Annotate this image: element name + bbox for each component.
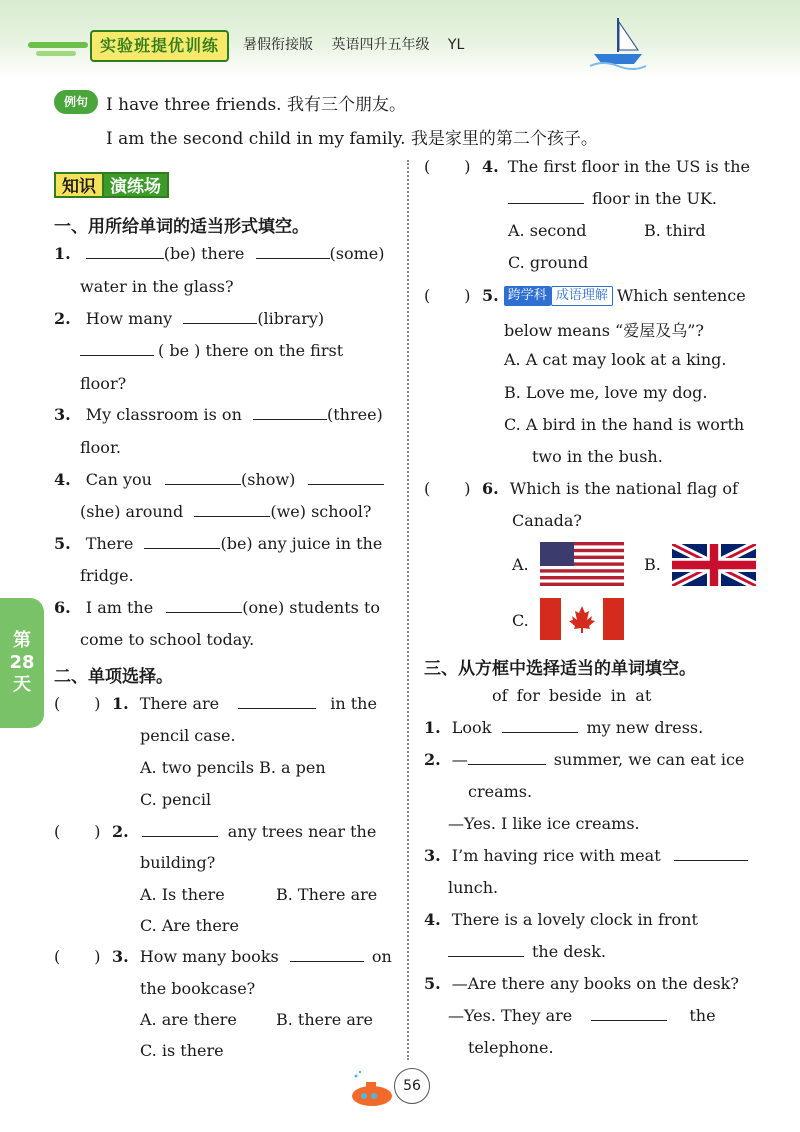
part1-q1-line2: water in the glass?: [80, 277, 234, 296]
part2-q5-option-a: A. A cat may look at a king.: [504, 350, 727, 369]
answer-paren[interactable]: ( ): [424, 479, 471, 498]
day-tab: [0, 598, 44, 728]
question-text: —Yes. They are: [448, 1006, 573, 1025]
part3-q5-line1: [424, 974, 739, 993]
part3-q5-line3: telephone.: [468, 1038, 554, 1057]
question-number: 6.: [482, 479, 499, 498]
question-text: The first floor in the US is the: [507, 157, 750, 176]
part2-q4-option-b: B. third: [644, 221, 706, 240]
part1-q2-line2: [80, 341, 343, 360]
part2-q2-line1: [54, 822, 376, 841]
question-text: There are: [139, 694, 220, 713]
day-tab-number: 28: [9, 652, 35, 673]
example-badge: 例句: [54, 90, 98, 114]
question-text: Which is the national flag of: [509, 479, 738, 498]
answer-blank[interactable]: [253, 405, 327, 420]
part2-q1-options: A. two pencils B. a pen: [140, 758, 326, 777]
section-tag-part1: 知识: [54, 172, 102, 198]
idiom-tag: 成语理解: [551, 286, 613, 306]
answer-paren[interactable]: ( ): [424, 286, 471, 305]
header-subtitle: [243, 34, 478, 54]
part2-q3-line1: [54, 947, 392, 966]
answer-blank[interactable]: [468, 750, 546, 765]
question-text: Look: [451, 718, 492, 737]
part3-q2-line3: —Yes. I like ice creams.: [448, 814, 640, 833]
answer-paren[interactable]: ( ): [54, 694, 101, 713]
answer-paren[interactable]: ( ): [424, 157, 471, 176]
question-text: My classroom is on: [85, 405, 242, 424]
flag-option-c-label: C.: [512, 611, 529, 630]
question-text: I’m having rice with meat: [451, 846, 661, 865]
question-text: summer, we can eat ice: [553, 750, 745, 769]
part2-q5-option-c: C. A bird in the hand is worth: [504, 415, 745, 434]
answer-blank[interactable]: [144, 534, 220, 549]
question-text: any trees near the: [227, 822, 377, 841]
day-tab-text: 第: [13, 630, 31, 651]
part2-q4-line2: [508, 189, 717, 208]
brand-logo: 实验班提优训练: [90, 30, 229, 62]
answer-paren[interactable]: ( ): [54, 822, 101, 841]
part2-q3-option-a: A. are there: [140, 1010, 237, 1029]
part2-heading: 二、单项选择。: [54, 667, 173, 687]
answer-blank[interactable]: [448, 942, 524, 957]
question-text: There is a lovely clock in front: [451, 910, 698, 929]
canada-flag-icon[interactable]: [540, 598, 624, 640]
question-text: on: [371, 947, 392, 966]
question-number: 5.: [54, 534, 71, 553]
part2-q4-option-a: A. second: [508, 221, 587, 240]
answer-blank[interactable]: [238, 694, 316, 709]
answer-blank[interactable]: [166, 598, 242, 613]
part1-q2-line1: [54, 309, 324, 328]
question-text: ( be ) there on the first: [158, 341, 344, 360]
part2-q5-line2: below means “爱屋及乌”?: [504, 321, 704, 340]
brand-stripe: [28, 42, 88, 48]
question-number: 4.: [424, 910, 441, 929]
part3-q2-line2: creams.: [468, 782, 533, 801]
question-text: —: [451, 750, 468, 769]
part2-q4-line1: [424, 157, 750, 176]
question-text: (we) school?: [270, 502, 372, 521]
brand-stripe: [36, 51, 76, 56]
question-number: 3.: [424, 846, 441, 865]
question-text: (three): [326, 405, 383, 424]
part3-q3-line2: lunch.: [448, 878, 499, 897]
part2-q5-option-c-cont: two in the bush.: [532, 447, 663, 466]
sailboat-icon: [588, 14, 648, 70]
part2-q2-option-c: C. Are there: [140, 916, 239, 935]
part2-q1-option-c: C. pencil: [140, 790, 212, 809]
part1-q5-line2: fridge.: [80, 566, 134, 585]
header: [28, 28, 588, 62]
answer-blank[interactable]: [142, 822, 218, 837]
part3-q4-line1: [424, 910, 698, 929]
question-number: 3.: [112, 947, 129, 966]
part1-q1-line1: [54, 244, 384, 263]
question-text: I am the: [85, 598, 154, 617]
answer-blank[interactable]: [290, 947, 364, 962]
part2-q3-line2: the bookcase?: [140, 979, 256, 998]
part3-q4-line2: [448, 942, 606, 961]
question-text: (show): [241, 470, 296, 489]
answer-blank[interactable]: [86, 244, 164, 259]
part2-q2-option-a: A. Is there: [140, 885, 225, 904]
edition-label: 暑假衔接版: [243, 37, 313, 53]
question-text: the: [689, 1006, 716, 1025]
question-number: 1.: [424, 718, 441, 737]
flag-option-b-label: B.: [644, 555, 661, 574]
question-number: 1.: [54, 244, 71, 263]
answer-blank[interactable]: [165, 470, 241, 485]
answer-blank[interactable]: [256, 244, 330, 259]
part2-q2-option-b: B. There are: [276, 885, 378, 904]
part2-q6-line2: Canada?: [512, 511, 582, 530]
part1-heading: 一、用所给单词的适当形式填空。: [54, 217, 309, 237]
question-text: (library): [257, 309, 325, 328]
question-number: 4.: [482, 157, 499, 176]
part2-q4-option-c: C. ground: [508, 253, 589, 272]
question-text: (she) around: [80, 502, 184, 521]
question-number: 1.: [112, 694, 129, 713]
flag-option-a-label: A.: [512, 555, 529, 574]
uk-flag-icon[interactable]: [672, 544, 756, 586]
question-number: 6.: [54, 598, 71, 617]
column-divider: [407, 160, 409, 1060]
part3-q3-line1: [424, 846, 748, 865]
question-number: 5.: [424, 974, 441, 993]
part3-heading: 三、从方框中选择适当的单词填空。: [424, 659, 696, 679]
subject-label: 英语四升五年级: [331, 37, 430, 53]
question-number: 2.: [112, 822, 129, 841]
us-flag-icon[interactable]: [540, 542, 624, 586]
part2-q1-line2: pencil case.: [140, 726, 236, 745]
answer-blank[interactable]: [674, 846, 748, 861]
question-text: (one) students to: [242, 598, 381, 617]
question-text: (be) there: [163, 244, 245, 263]
question-number: 3.: [54, 405, 71, 424]
answer-blank[interactable]: [308, 470, 384, 485]
part2-q5-option-b: B. Love me, love my dog.: [504, 383, 708, 402]
word-box: of for beside in at: [492, 686, 652, 705]
section-tag-part2: 演练场: [102, 172, 169, 198]
answer-blank[interactable]: [591, 1006, 667, 1021]
part2-q1-line1: [54, 694, 377, 713]
question-text: the desk.: [532, 942, 606, 961]
question-number: 5.: [482, 286, 499, 305]
part2-q2-line2: building?: [140, 853, 216, 872]
question-text: How many books: [139, 947, 279, 966]
question-text: There: [85, 534, 134, 553]
answer-blank[interactable]: [194, 502, 270, 517]
answer-blank[interactable]: [508, 189, 584, 204]
question-text: (some): [329, 244, 385, 263]
question-number: 2.: [424, 750, 441, 769]
answer-blank[interactable]: [502, 718, 578, 733]
question-number: 2.: [54, 309, 71, 328]
example-line-2: I am the second child in my family. 我是家里的第二个孩子。: [106, 129, 598, 149]
question-text: my new dress.: [586, 718, 704, 737]
part3-q2-line1: [424, 750, 744, 769]
part2-q5-line1: [424, 286, 746, 306]
example-line-1: I have three friends. 我有三个朋友。: [106, 95, 406, 115]
answer-paren[interactable]: ( ): [54, 947, 101, 966]
question-text: How many: [85, 309, 173, 328]
part1-q6-line2: come to school today.: [80, 630, 255, 649]
question-text: Can you: [85, 470, 152, 489]
answer-blank[interactable]: [80, 341, 154, 356]
page-number: 56: [394, 1068, 430, 1104]
question-text: floor in the UK.: [592, 189, 717, 208]
part3-q1-line1: [424, 718, 703, 737]
question-number: 4.: [54, 470, 71, 489]
version-label: YL: [447, 37, 465, 53]
day-tab-text: 天: [13, 674, 31, 695]
part1-q3-line1: [54, 405, 383, 424]
cross-subject-tag: 跨学科: [504, 286, 551, 306]
question-text: (be) any juice in the: [220, 534, 383, 553]
part2-q6-line1: [424, 479, 738, 498]
question-text: —Are there any books on the desk?: [451, 974, 739, 993]
part1-q4-line1: [54, 470, 384, 489]
question-text: in the: [330, 694, 377, 713]
part1-q6-line1: [54, 598, 380, 617]
answer-blank[interactable]: [183, 309, 257, 324]
part1-q4-line2: [80, 502, 372, 521]
question-text: Which sentence: [616, 286, 746, 305]
part1-q2-line3: floor?: [80, 374, 127, 393]
part1-q3-line2: floor.: [80, 438, 121, 457]
section-tag: [54, 172, 169, 198]
part3-q5-line2: [448, 1006, 716, 1025]
part1-q5-line1: [54, 534, 382, 553]
part2-q3-option-b: B. there are: [276, 1010, 373, 1029]
part2-q3-option-c: C. is there: [140, 1041, 224, 1060]
